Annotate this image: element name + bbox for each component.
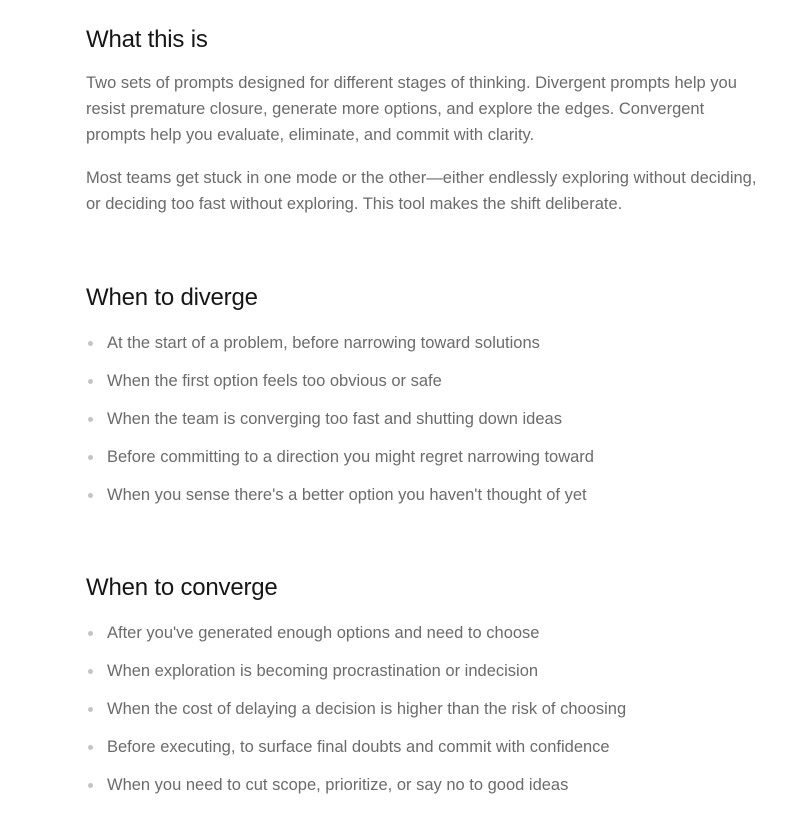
bullet-icon [88,783,93,788]
when-to-converge-heading: When to converge [86,574,278,601]
bullet-icon [88,669,93,674]
list-item-text: When the cost of delaying a decision is higher than the risk of choosing [107,700,627,718]
list-item [86,736,766,774]
intro-paragraph: Two sets of prompts designed for different stages of thinking. Divergent prompts help you resist premature closure, generate more options, and explore the edges. Convergent prompts help you evaluate, eliminate, and commit with clarity. [86,74,737,144]
list-item-text: When exploration is becoming procrastination or indecision [107,662,539,680]
bullet-icon [88,493,93,498]
list-item [86,370,766,408]
converge-list [86,622,766,812]
list-item-text: When the team is converging too fast and shutting down ideas [107,410,562,428]
bullet-icon [88,631,93,636]
bullet-icon [88,707,93,712]
when-to-diverge-heading: When to diverge [86,284,258,311]
list-item [86,698,766,736]
when-to-diverge-section [86,282,766,522]
list-item-text: Before committing to a direction you might regret narrowing toward [107,448,594,466]
list-item-text: After you've generated enough options and need to choose [107,624,540,642]
list-item [86,774,766,812]
list-item [86,484,766,522]
what-this-is-heading: What this is [86,26,208,53]
what-this-is-section [86,24,766,217]
list-item-text: When you sense there's a better option you haven't thought of yet [107,486,587,504]
diverge-list [86,332,766,522]
teams-paragraph: Most teams get stuck in one mode or the other—either endlessly exploring without deciding, or deciding too fast without exploring. This tool makes the shift deliberate. [86,169,757,213]
bullet-icon [88,379,93,384]
list-item [86,446,766,484]
list-item-text: When you need to cut scope, prioritize, or say no to good ideas [107,776,569,794]
list-item [86,660,766,698]
bullet-icon [88,745,93,750]
when-to-converge-section [86,572,766,812]
list-item [86,622,766,660]
list-item [86,408,766,446]
list-item [86,332,766,370]
bullet-icon [88,341,93,346]
list-item-text: Before executing, to surface final doubts and commit with confidence [107,738,610,756]
bullet-icon [88,455,93,460]
list-item-text: At the start of a problem, before narrowing toward solutions [107,334,540,352]
bullet-icon [88,417,93,422]
list-item-text: When the first option feels too obvious or safe [107,372,442,390]
